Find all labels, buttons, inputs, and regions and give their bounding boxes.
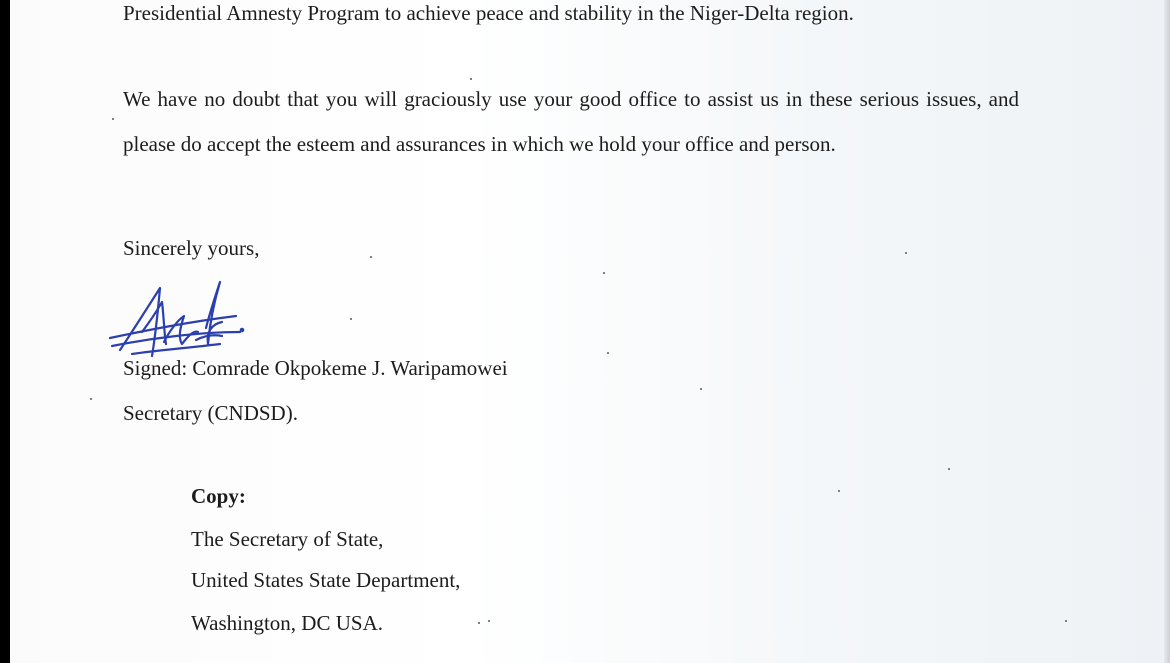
copy-heading: Copy: (191, 484, 246, 508)
copy-recipient-line: United States State Department, (191, 568, 461, 592)
scan-speck (700, 388, 702, 390)
scan-right-edge (1164, 0, 1170, 663)
scan-speck (1065, 620, 1067, 622)
scan-speck (90, 398, 92, 400)
scan-speck (112, 118, 114, 120)
scan-speck (948, 468, 950, 470)
scan-speck (478, 622, 480, 624)
scan-speck (370, 256, 372, 258)
scan-speck (905, 252, 907, 254)
closing-paragraph: We have no doubt that you will graciously use your good office to assist us in these serious issues, and please do accept the esteem and assurances in which we hold your office and person. (123, 87, 1019, 156)
scan-speck (350, 318, 352, 320)
scan-speck (607, 352, 609, 354)
copy-recipient-line: Washington, DC USA. (191, 611, 383, 635)
intro-line: Presidential Amnesty Program to achieve peace and stability in the Niger-Delta region. (123, 1, 854, 25)
signed-line: Signed: Comrade Okpokeme J. Waripamowei (123, 356, 508, 380)
copy-recipient-line: The Secretary of State, (191, 527, 384, 551)
scan-speck (488, 620, 490, 622)
scan-left-edge (0, 0, 10, 663)
scan-speck (603, 272, 605, 274)
scan-speck (838, 490, 840, 492)
signatory-title: Secretary (CNDSD). (123, 401, 298, 425)
salutation: Sincerely yours, (123, 236, 260, 260)
